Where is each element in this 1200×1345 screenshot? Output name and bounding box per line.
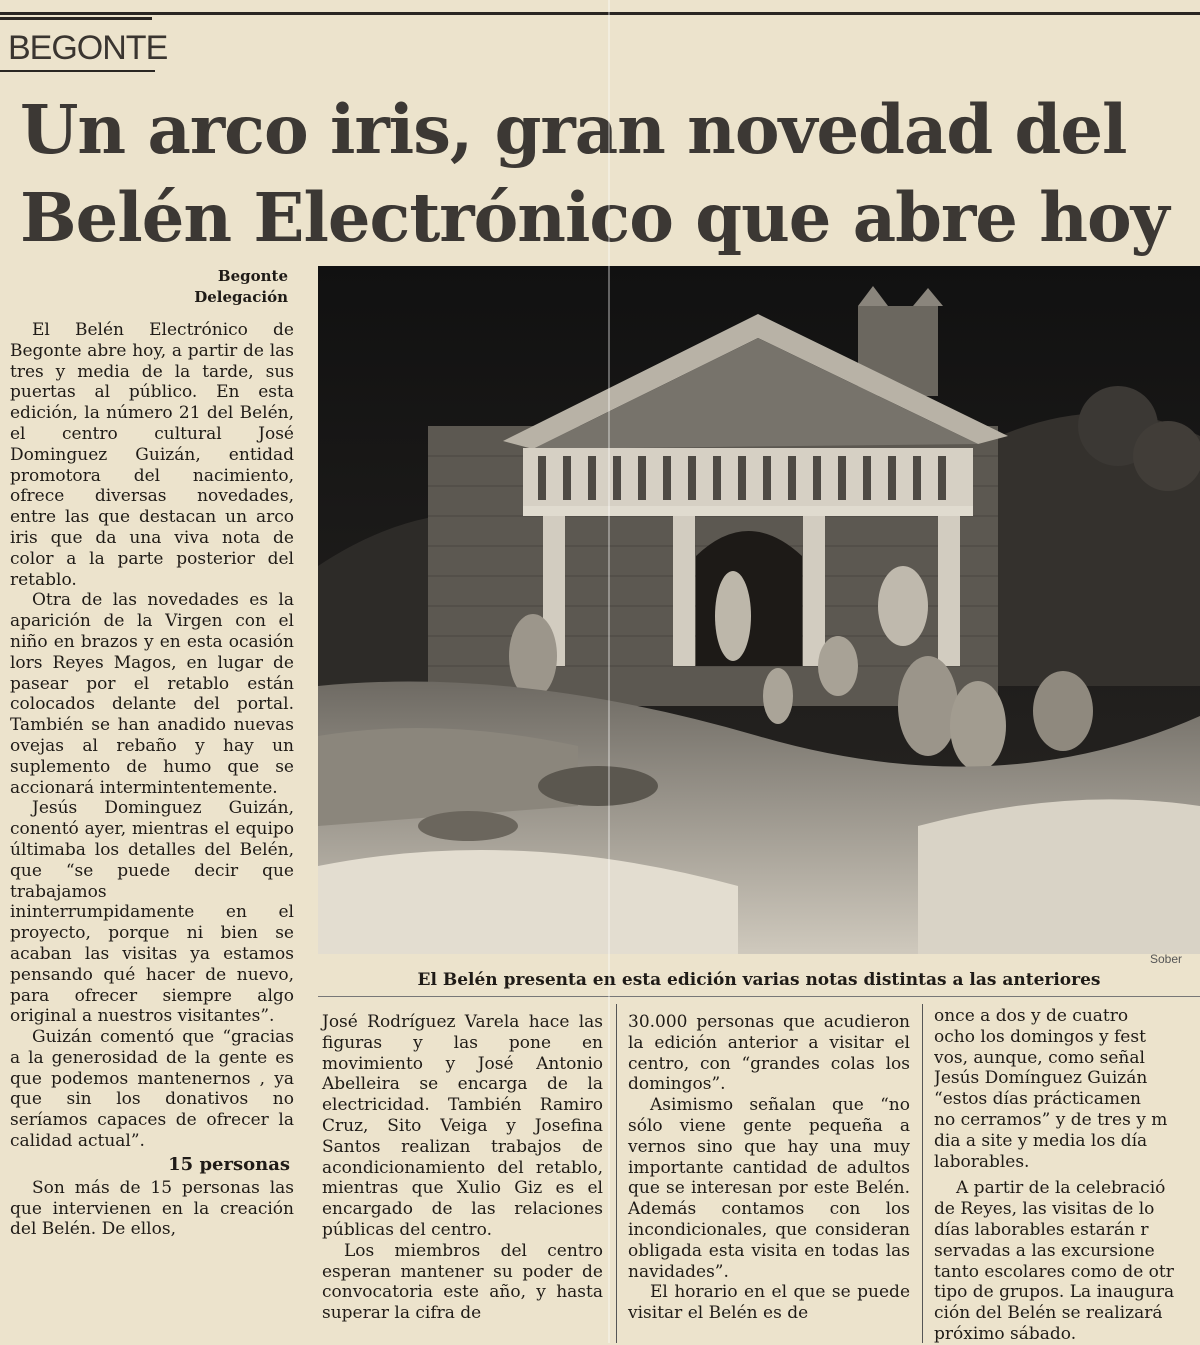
article-column-2 (322, 1012, 603, 1324)
byline-place: Begonte (217, 267, 288, 285)
text-line: de Reyes, las visitas de lo (934, 1199, 1155, 1220)
paragraph: Asimismo señalan que “no sólo viene gente pequeña a vernos sino que hay una muy importante cantidad de adultos que se interesan por este Belén. Además contamos con los incondicionales, que consideran obligada esta visita en todas las navidades”. (628, 1095, 910, 1282)
article-column-3 (628, 1012, 910, 1324)
column-rule (922, 1004, 923, 1343)
text-line: ción del Belén se realizará (934, 1303, 1163, 1324)
article-column-4 (934, 1006, 1200, 1345)
subheading: 15 personas (168, 1153, 290, 1175)
text-line: no cerramos” y de tres y m (934, 1109, 1168, 1130)
paragraph (934, 1006, 1200, 1172)
nativity-photo-illustration (318, 266, 1200, 954)
text-line: Jesús Domínguez Guizán (934, 1068, 1148, 1089)
paragraph: Jesús Dominguez Guizán, conentó ayer, mientras el equipo últimaba los detalles del Belén, que “se puede decir que trabajamos ininterrumpidamente en el proyecto, porque ni bien se acaban las visitas ya estamos pensando qué hacer de nuevo, para ofrecer siempre algo original a nuestros visitantes”. (10, 798, 294, 1027)
paragraph (934, 1178, 1200, 1344)
text-line: laborables. (934, 1151, 1030, 1172)
paragraph: 30.000 personas que acudieron la edición anterior a visitar el centro, con “grandes colas los domingos”. (628, 1012, 910, 1095)
text-line: tanto escolares como de otr (934, 1261, 1174, 1282)
column-rule (616, 1004, 617, 1343)
text-line: próximo sábado. (934, 1323, 1077, 1344)
headline-line-2: Belén Electrónico que abre hoy (20, 178, 1169, 257)
paragraph: Son más de 15 personas las que intervienen en la creación del Belén. De ellos, (10, 1177, 294, 1240)
text-line: A partir de la celebració (956, 1178, 1166, 1199)
headline-line-1: Un arco iris, gran novedad del (20, 90, 1127, 169)
headline (20, 86, 1200, 262)
paragraph: Guizán comentó que “gracias a la generosidad de la gente es que podemos mantenernos , ya que sin los donativos no seríamos capaces de ofrecer la calidad actual”. (10, 1027, 294, 1152)
paper-fold-crease (608, 0, 610, 1343)
article-column-1 (10, 320, 294, 1240)
byline (120, 266, 288, 308)
paragraph: El Belén Electrónico de Begonte abre hoy, a partir de las tres y media de la tarde, sus puertas al público. En esta edición, la número 21 del Belén, el centro cultural José Dominguez Guizán, entidad promotora del nacimiento, ofrece diversas novedades, entre las que destacan un arco iris que da una viva nota de color a la parte posterior del retablo. (10, 320, 294, 590)
paragraph: Los miembros del centro esperan mantener su poder de convocatoria este año, y hasta superar la cifra de (322, 1240, 603, 1324)
photo-caption: El Belén presenta en esta edición varias notas distintas a las anteriores (417, 970, 1101, 990)
top-rule (0, 12, 1200, 15)
text-line: días laborables estarán r (934, 1219, 1149, 1240)
photo-credit: Sober (1150, 952, 1183, 966)
paragraph: Otra de las novedades es la aparición de la Virgen con el niño en brazos y en esta ocasión lors Reyes Magos, en lugar de pasear por el retablo están colocados delante del portal. También se han anadido nuevas ovejas al rebaño y hay un suplemento de humo que se accionará intermintentemente. (10, 590, 294, 798)
nativity-photo (318, 266, 1200, 954)
paragraph: José Rodríguez Varela hace las figuras y las pone en movimiento y José Antonio Abelleira se encarga de la electricidad. También Ramiro Cruz, Sito Veiga y Josefina Santos realizan trabajos de acondicionamiento del retablo, mientras que Xulio Giz es el encargado de las relaciones públicas del centro. (322, 1012, 603, 1240)
text-line: servadas a las excursione (934, 1240, 1155, 1261)
top-rule-accent (0, 17, 152, 20)
text-line: dia a site y media los día (934, 1130, 1148, 1151)
caption-rule (318, 996, 1200, 997)
section-rule (0, 70, 155, 72)
byline-agency: Delegación (194, 288, 288, 306)
text-line: vos, aunque, como señal (934, 1047, 1145, 1068)
text-line: once a dos y de cuatro (934, 1006, 1129, 1026)
text-line: tipo de grupos. La inaugura (934, 1282, 1175, 1303)
paragraph: El horario en el que se puede visitar el Belén es de (628, 1282, 910, 1324)
section-label: BEGONTE (8, 29, 168, 67)
text-line: “estos días prácticamen (934, 1089, 1141, 1110)
text-line: ocho los domingos y fest (934, 1026, 1146, 1047)
